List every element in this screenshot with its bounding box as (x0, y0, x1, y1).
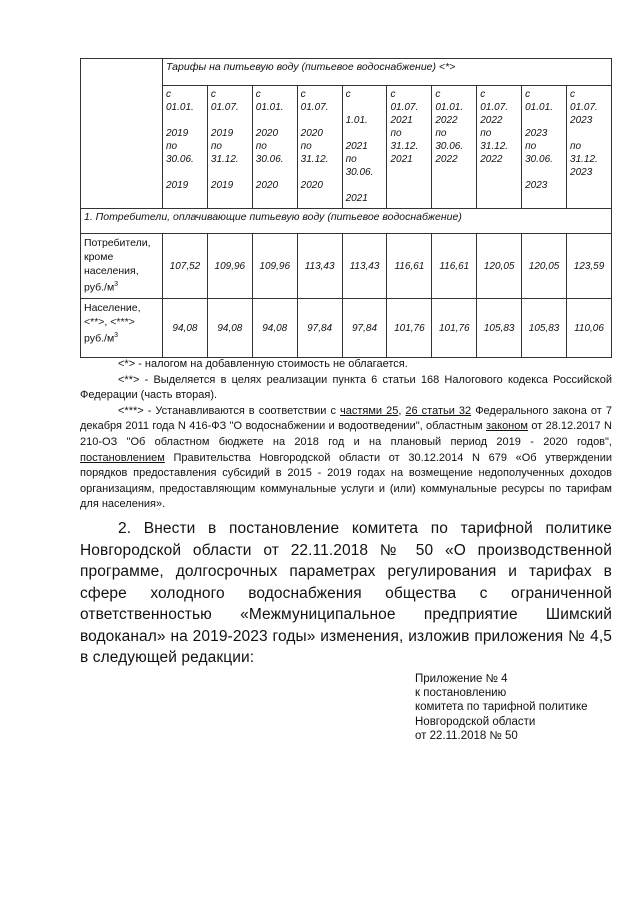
tariff-value: 97,84 (342, 299, 387, 358)
period-header (477, 86, 522, 209)
appendix-line: комитета по тарифной политике (415, 701, 588, 714)
row-label: Потребители, кроме населения, $руб./м^3$ (81, 234, 163, 299)
tariff-value: 109,96 (252, 234, 297, 299)
period-line (570, 127, 608, 140)
tariff-value: 120,05 (522, 234, 567, 299)
period-line: по (435, 128, 447, 139)
period-line: 2020 (300, 128, 323, 139)
period-line (256, 166, 294, 179)
tariff-value: 107,52 (163, 234, 208, 299)
period-line: 2020 (300, 180, 323, 191)
paragraph-2: 2. Внести в постановление комитета по тарифной политике Новгородской области от 22.11.2018 № 50 «О производственной программе, долгосрочных параметрах регулирования и тарифах в сфере холодного водоснабжения общества с ограниченной ответственностью «Межмуниципальное предприятие Шимский водоканал» на 2019-2023 годы» изменения, изложив приложения № 4,5 в следующей редакции: (80, 520, 612, 666)
link-article-32[interactable]: 26 статьи 32 (405, 404, 472, 417)
period-line: 01.01. (525, 102, 553, 113)
period-line (301, 166, 339, 179)
period-line (211, 166, 249, 179)
period-header (163, 86, 208, 209)
period-line: 30.06. (345, 167, 374, 178)
appendix-line: Приложение № 4 (415, 673, 508, 685)
period-line (525, 166, 563, 179)
footnote-1: <*> - налогом на добавленную стоимость не облагается. (118, 358, 408, 370)
footnote-3: <***> - Устанавливаются в соответствии с частями 25, 26 статьи 32 Федерального закона от 7 декабря 2011 года N 416-ФЗ "О водоснабжении и водоотведении", областным законом от 28.12.2017 N 210-ОЗ "Об областном бюджете на 2018 год и на плановый период 2019 - 2020 годов", постановлением Правительства Новгородской области от 30.12.2014 N 679 «Об утверждении порядков предоставления субсидий в 2015 - 2019 годах на возмещение недополученных доходов организациям, предоставляющим коммунальные услуги и (или) коммунальные ресурсы по тарифам для населения». (80, 404, 612, 511)
period-line: по (570, 141, 582, 152)
period-line (301, 114, 339, 127)
period-line: 30.06. (166, 154, 194, 165)
period-line: 2020 (255, 128, 279, 139)
period-header (297, 86, 342, 209)
period-line: 2020 (255, 180, 279, 191)
period-line (346, 127, 384, 140)
period-line (346, 101, 384, 114)
period-line: 2021 (390, 154, 413, 165)
appendix-line: Новгородской области (415, 715, 536, 728)
period-line (166, 166, 204, 179)
tariff-value: 120,05 (477, 234, 522, 299)
period-line (256, 114, 294, 127)
period-line: 31.12. (390, 141, 419, 152)
period-header (207, 86, 252, 209)
period-line: с (570, 89, 576, 100)
link-parts-25[interactable]: частями 25 (339, 404, 399, 417)
tariff-table (80, 58, 612, 358)
footnote-2: <**> - Выделяется в целях реализации пункта 6 статьи 168 Налогового кодекса Российской Федерации (часть вторая). (80, 373, 612, 402)
period-line: 30.06. (255, 154, 284, 165)
period-line: с (300, 89, 306, 100)
period-header (252, 86, 297, 209)
period-line: 2021 (345, 141, 368, 152)
period-line: 31.12. (570, 154, 598, 165)
period-line: 01.01. (435, 102, 464, 113)
period-line: по (345, 154, 357, 165)
tariff-value: 113,43 (342, 234, 387, 299)
period-line: с (390, 89, 396, 100)
period-line: 31.12. (210, 154, 239, 165)
period-line: 30.06. (435, 141, 464, 152)
period-line: 2019 (166, 180, 189, 191)
period-line: по (166, 141, 178, 152)
tariff-value: 101,76 (387, 299, 432, 358)
tariff-value: 94,08 (252, 299, 297, 358)
period-line: 31.12. (480, 141, 509, 152)
period-line: 31.12. (300, 154, 329, 165)
tariff-value: 116,61 (432, 234, 477, 299)
period-line: 1.01. (345, 115, 368, 126)
period-line: 01.01. (166, 102, 194, 113)
tariff-value: 109,96 (207, 234, 252, 299)
period-line: 2019 (166, 128, 189, 139)
period-line: 2019 (210, 180, 234, 191)
period-line: 2023 (570, 115, 593, 126)
period-line: с (435, 89, 441, 100)
table-title: Тарифы на питьевую воду (питьевое водоснабжение) <*> (163, 59, 612, 86)
section-heading: 1. Потребители, оплачивающие питьевую воду (питьевое водоснабжение) (81, 209, 612, 234)
tariff-value: 94,08 (163, 299, 208, 358)
tariff-value: 101,76 (432, 299, 477, 358)
period-line: 2023 (525, 180, 548, 191)
row-label: Население, <**>, <***> $руб./м^3$ (81, 299, 163, 358)
period-line: 01.07. (300, 102, 329, 113)
tariff-value: 123,59 (567, 234, 612, 299)
period-line: 2022 (480, 154, 503, 165)
period-line: 2022 (435, 154, 458, 165)
period-header (342, 86, 387, 209)
link-resolution[interactable]: постановлением (80, 451, 165, 464)
tariff-value: 97,84 (297, 299, 342, 358)
period-line: 2022 (435, 115, 458, 126)
appendix-line: от 22.11.2018 № 50 (415, 729, 518, 742)
appendix-header (415, 672, 588, 743)
period-line: по (255, 141, 267, 152)
period-line: 2021 (390, 115, 413, 126)
tariff-value: 105,83 (477, 299, 522, 358)
period-line: 2022 (480, 115, 503, 126)
period-line (211, 114, 249, 127)
period-line: 01.07. (210, 102, 239, 113)
tariff-value: 105,83 (522, 299, 567, 358)
period-line: 2023 (525, 128, 548, 139)
period-line: 2023 (570, 167, 593, 178)
period-line: с (166, 89, 171, 100)
appendix-line: к постановлению (415, 687, 507, 700)
period-line: 01.07. (570, 102, 598, 113)
tariff-value: 110,06 (567, 299, 612, 358)
tariff-value: 116,61 (387, 234, 432, 299)
period-header (567, 86, 612, 209)
period-line: с (210, 89, 216, 100)
period-line: с (480, 89, 486, 100)
period-header (432, 86, 477, 209)
period-line: 01.01. (255, 102, 284, 113)
period-line: 01.07. (390, 102, 419, 113)
period-line: по (210, 141, 222, 152)
period-line: с (525, 89, 531, 100)
period-line (166, 114, 204, 127)
tariff-value: 113,43 (297, 234, 342, 299)
period-line: по (480, 128, 492, 139)
period-line: 01.07. (480, 102, 509, 113)
period-line: с (255, 89, 261, 100)
empty-corner-cell (81, 59, 163, 209)
period-line: по (300, 141, 312, 152)
period-line (525, 114, 563, 127)
link-law[interactable]: законом (485, 420, 528, 433)
period-line: с (345, 89, 351, 100)
period-line: 2019 (210, 128, 234, 139)
period-line (346, 179, 384, 192)
period-line: 30.06. (525, 154, 553, 165)
period-line: по (525, 141, 537, 152)
period-line: по (390, 128, 402, 139)
footnotes (80, 357, 612, 513)
period-header (522, 86, 567, 209)
period-header (387, 86, 432, 209)
period-line: 2021 (345, 193, 368, 204)
tariff-value: 94,08 (207, 299, 252, 358)
